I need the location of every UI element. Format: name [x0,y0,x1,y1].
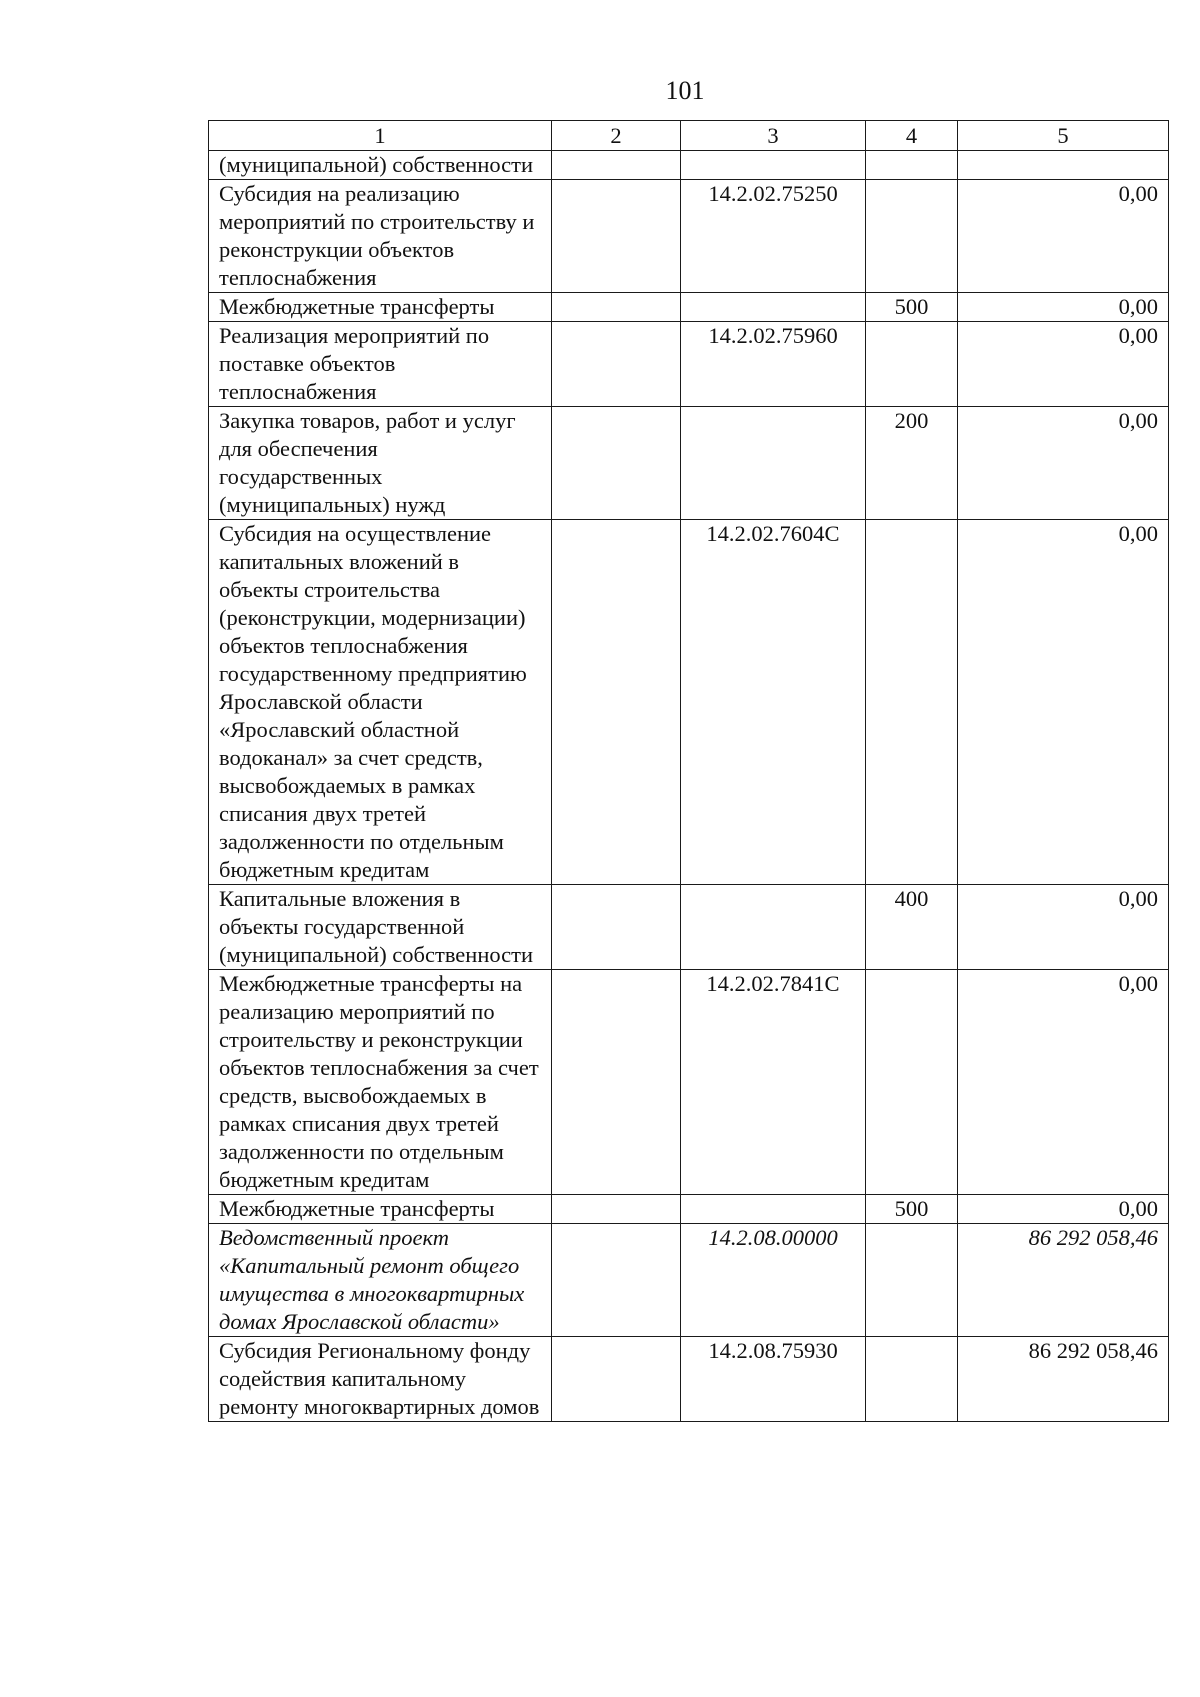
header-col-1: 1 [209,121,552,151]
row-col2 [552,322,681,407]
row-sum: 86 292 058,46 [958,1224,1169,1337]
row-col2 [552,180,681,293]
row-name: Ведомственный проект «Капитальный ремонт общего имущества в многоквартирных домах Ярославской области» [209,1224,552,1337]
row-sum: 0,00 [958,293,1169,322]
row-sum: 0,00 [958,970,1169,1195]
row-type [866,1337,958,1422]
table-row [209,407,1169,520]
row-name: Межбюджетные трансферты на реализацию мероприятий по строительству и реконструкции объектов теплоснабжения за счет средств, высвобождаемых в рамках списания двух третей задолженности по отдельным бюджетным кредитам [209,970,552,1195]
header-col-5: 5 [958,121,1169,151]
row-type: 200 [866,407,958,520]
row-name: Закупка товаров, работ и услуг для обеспечения государственных (муниципальных) нужд [209,407,552,520]
table-row [209,520,1169,885]
row-col2 [552,1224,681,1337]
row-name: Межбюджетные трансферты [209,1195,552,1224]
row-name: Капитальные вложения в объекты государственной (муниципальной) собственности [209,885,552,970]
row-code: 14.2.08.00000 [681,1224,866,1337]
table-row [209,180,1169,293]
row-name: (муниципальной) собственности [209,151,552,180]
row-sum: 0,00 [958,180,1169,293]
table-row [209,322,1169,407]
table-row [209,1195,1169,1224]
row-col2 [552,885,681,970]
row-type [866,151,958,180]
row-code [681,151,866,180]
row-code [681,407,866,520]
table-row [209,151,1169,180]
budget-table [208,120,1169,1422]
header-col-2: 2 [552,121,681,151]
row-type [866,970,958,1195]
table-row [209,885,1169,970]
row-type: 500 [866,1195,958,1224]
table-row [209,1337,1169,1422]
row-code: 14.2.02.7604С [681,520,866,885]
page-number: 101 [665,76,705,105]
row-name: Субсидия на реализацию мероприятий по строительству и реконструкции объектов теплоснабжения [209,180,552,293]
row-name: Реализация мероприятий по поставке объектов теплоснабжения [209,322,552,407]
row-sum: 0,00 [958,322,1169,407]
row-code [681,1195,866,1224]
table-row [209,1224,1169,1337]
row-col2 [552,407,681,520]
row-sum: 0,00 [958,520,1169,885]
table-row [209,293,1169,322]
row-sum: 0,00 [958,885,1169,970]
row-code [681,885,866,970]
row-name: Субсидия Региональному фонду содействия капитальному ремонту многоквартирных домов [209,1337,552,1422]
row-type [866,322,958,407]
row-type [866,1224,958,1337]
row-name: Межбюджетные трансферты [209,293,552,322]
header-col-4: 4 [866,121,958,151]
row-col2 [552,293,681,322]
row-type: 400 [866,885,958,970]
row-sum [958,151,1169,180]
header-col-3: 3 [681,121,866,151]
row-col2 [552,1195,681,1224]
row-code: 14.2.02.75960 [681,322,866,407]
row-col2 [552,1337,681,1422]
row-col2 [552,970,681,1195]
row-code: 14.2.08.75930 [681,1337,866,1422]
row-sum: 86 292 058,46 [958,1337,1169,1422]
row-name: Субсидия на осуществление капитальных вложений в объекты строительства (реконструкции, модернизации) объектов теплоснабжения государственному предприятию Ярославской области «Ярославский областной водоканал» за счет средств, высвобождаемых в рамках списания двух третей задолженности по отдельным бюджетным кредитам [209,520,552,885]
row-code: 14.2.02.7841С [681,970,866,1195]
row-sum: 0,00 [958,1195,1169,1224]
row-type [866,520,958,885]
table-header-row [209,121,1169,151]
row-col2 [552,520,681,885]
row-col2 [552,151,681,180]
row-type: 500 [866,293,958,322]
table-row [209,970,1169,1195]
row-type [866,180,958,293]
row-sum: 0,00 [958,407,1169,520]
row-code: 14.2.02.75250 [681,180,866,293]
row-code [681,293,866,322]
